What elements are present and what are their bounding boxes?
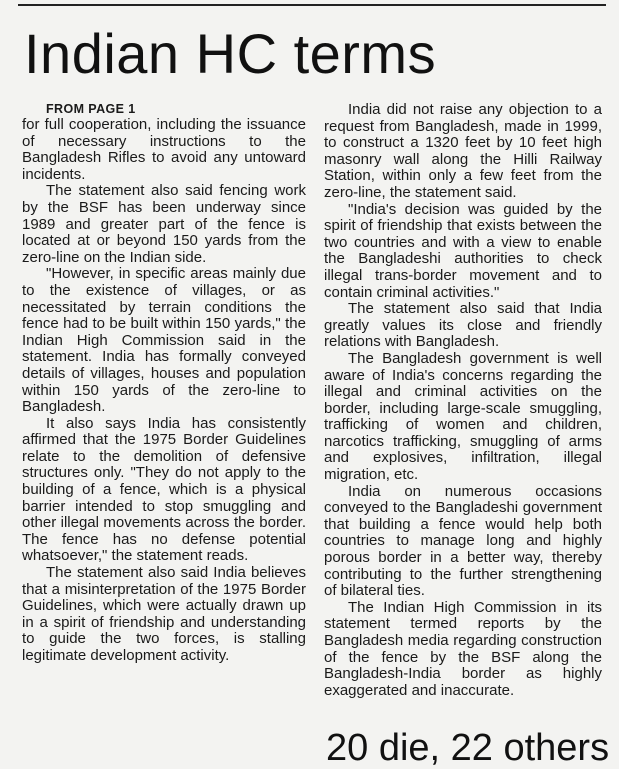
left-paragraph-4: It also says India has consistently affirmed that the 1975 Border Guidelines relate to the demolition of defensive structures only. "They do not apply to the building of a fence, which is a physical barrier intended to stop smuggling and other illegal movements across the border. The fence has no defense potential whatsoever," the statement reads. xyxy=(22,414,306,565)
top-rule xyxy=(18,4,606,6)
headline: Indian HC terms xyxy=(24,22,437,85)
right-paragraph-2: "India's decision was guided by the spirit of friendship that exists between the two countries and with a view to enable the Bangladeshi authorities to check illegal trans-border movement and to contain criminal activities." xyxy=(324,200,602,301)
right-paragraph-6: The Indian High Commission in its statement termed reports by the Bangladesh media regarding construction of the fence by the BSF along the Bangladesh-India border as highly exaggerated and inaccurate. xyxy=(324,598,602,699)
kicker: FROM PAGE 1 xyxy=(46,102,136,116)
right-paragraph-1: India did not raise any objection to a request from Bangladesh, made in 1999, to construct a 1320 feet by 10 feet high masonry wall along the Hilli Railway Station, within only a few feet from the zero-line, the statement said. xyxy=(324,101,602,201)
right-paragraph-3: The statement also said that India greatly values its close and friendly relations with Bangladesh. xyxy=(324,300,602,351)
right-paragraph-5: India on numerous occasions conveyed to the Bangladeshi government that building a fence would help both countries to manage long and highly porous border in a better way, thereby contributing to the further strengthening of bilateral ties. xyxy=(324,482,602,600)
left-paragraph-1: for full cooperation, including the issuance of necessary instructions to the Bangladesh Rifles to avoid any untoward incidents. xyxy=(22,116,306,183)
left-paragraph-2: The statement also said fencing work by the BSF has been underway since 1989 and greater part of the fence is located at or beyond 150 yards from the zero-line on the Indian side. xyxy=(22,182,306,266)
right-column xyxy=(324,102,602,699)
next-headline-fragment: 20 die, 22 others xyxy=(326,727,610,769)
left-paragraph-5: The statement also said India believes that a misinterpretation of the 1975 Border Guidelines, which were actually drawn up in a spirit of friendship and understanding to guide the two forces, is stalling legitimate development activity. xyxy=(22,564,306,664)
left-column xyxy=(22,102,306,665)
right-paragraph-4: The Bangladesh government is well aware of India's concerns regarding the illegal and criminal activities on the border, including large-scale smuggling, trafficking of women and children, narcotics trafficking, smuggling of arms and explosives, infiltration, illegal migration, etc. xyxy=(324,349,602,484)
left-paragraph-3: "However, in specific areas mainly due to the existence of villages, or as necessitated by terrain conditions the fence had to be built within 150 yards," the Indian High Commission said in the statement. India has formally conveyed details of villages, houses and population within 150 yards of the zero-line to Bangladesh. xyxy=(22,265,306,416)
